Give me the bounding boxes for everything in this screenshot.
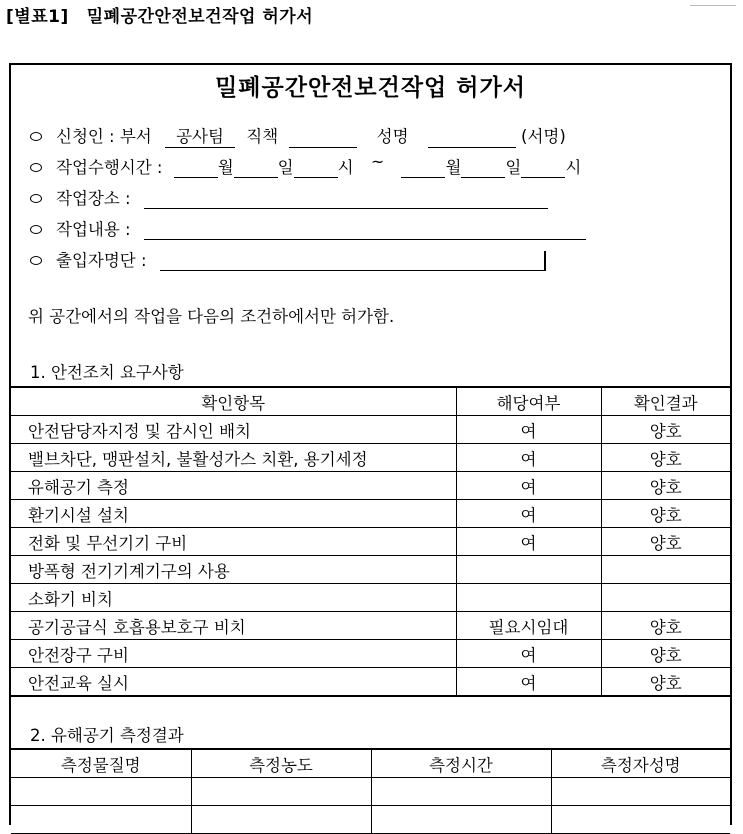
header-substance: 측정물질명 [11,749,191,778]
location-label: 작업장소 : [56,189,131,208]
applicable-cell[interactable]: 여 [456,500,601,528]
table-row [11,778,730,806]
applicant-label: 신청인 : 부서 [56,127,152,146]
location-line [30,185,548,209]
page-corner-mark [690,0,736,6]
result-cell[interactable]: 양호 [601,640,730,668]
content-label: 작업내용 : [56,220,131,239]
start-day-unit: 일 [277,158,294,177]
result-cell[interactable]: 양호 [601,472,730,500]
header-result: 확인결과 [601,387,730,416]
end-hour-unit: 시 [565,158,582,177]
table-row [11,806,730,834]
table-row [11,444,730,472]
result-cell[interactable]: 양호 [601,500,730,528]
start-month-unit: 월 [217,158,234,177]
time-cell[interactable] [371,806,551,834]
substance-cell[interactable] [11,778,191,806]
circle-bullet-icon [30,132,42,141]
result-cell[interactable] [601,556,730,584]
table-row [11,416,730,444]
circle-bullet-icon [30,256,42,265]
caption-label: [별표1] [6,7,69,27]
check-item: 환기시설 설치 [11,500,456,528]
applicable-cell[interactable]: 여 [456,668,601,697]
concentration-cell[interactable] [191,806,371,834]
applicable-cell[interactable]: 여 [456,444,601,472]
measurer-cell[interactable] [551,778,730,806]
section2-title: 2. 유해공기 측정결과 [30,726,184,745]
form-title: 밀폐공간안전보건작업 허가서 [215,75,526,101]
roster-line [30,247,546,271]
name-field[interactable] [428,130,516,148]
applicable-cell[interactable]: 필요시임대 [456,612,601,640]
end-day-field[interactable] [461,160,505,178]
sign-label: (서명) [521,127,566,146]
table-header-row [11,387,730,416]
check-item: 전화 및 무선기기 구비 [11,528,456,556]
result-cell[interactable] [601,584,730,612]
table-row [11,612,730,640]
substance-cell[interactable] [11,806,191,834]
check-item: 안전담당자지정 및 감시인 배치 [11,416,456,444]
permit-statement: 위 공간에서의 작업을 다음의 조건하에서만 허가함. [28,307,395,326]
check-item: 소화기 비치 [11,584,456,612]
work-time-line [30,154,581,178]
applicable-cell[interactable]: 여 [456,528,601,556]
header-concentration: 측정농도 [191,749,371,778]
start-month-field[interactable] [174,160,218,178]
header-measurer: 측정자성명 [551,749,730,778]
header-time: 측정시간 [371,749,551,778]
circle-bullet-icon [30,163,42,172]
check-item: 안전장구 구비 [11,640,456,668]
position-field[interactable] [289,130,357,148]
check-item: 유해공기 측정 [11,472,456,500]
circle-bullet-icon [30,225,42,234]
table-row [11,528,730,556]
result-cell[interactable]: 양호 [601,612,730,640]
check-item: 공기공급식 호흡용보호구 비치 [11,612,456,640]
applicable-cell[interactable]: 여 [456,640,601,668]
time-cell[interactable] [371,778,551,806]
applicable-cell[interactable]: 여 [456,472,601,500]
work-time-label: 작업수행시간 : [56,158,163,177]
header-applicable: 해당여부 [456,387,601,416]
start-day-field[interactable] [234,160,278,178]
table-row [11,556,730,584]
start-hour-field[interactable] [294,160,338,178]
position-label: 직책 [246,127,279,146]
table-row [11,500,730,528]
circle-bullet-icon [30,194,42,203]
table-row [11,584,730,612]
range-tilde: ~ [370,152,385,171]
check-item: 안전교육 실시 [11,668,456,697]
result-cell[interactable]: 양호 [601,444,730,472]
dept-field[interactable]: 공사팀 [165,123,235,148]
table-header-row [11,749,730,778]
applicable-cell[interactable]: 여 [456,416,601,444]
header-check-item: 확인항목 [11,387,456,416]
result-cell[interactable]: 양호 [601,528,730,556]
name-label: 성명 [376,127,409,146]
document-caption [6,2,313,27]
roster-label: 출입자명단 : [56,251,147,270]
result-cell[interactable]: 양호 [601,668,730,697]
end-day-unit: 일 [505,158,522,177]
concentration-cell[interactable] [191,778,371,806]
applicant-line [30,123,566,148]
content-line [30,216,586,240]
end-month-unit: 월 [445,158,462,177]
measurer-cell[interactable] [551,806,730,834]
applicable-cell[interactable] [456,556,601,584]
content-field[interactable] [144,222,586,240]
table-row [11,668,730,697]
table-row [11,640,730,668]
table-row [11,472,730,500]
check-item: 방폭형 전기기계기구의 사용 [11,556,456,584]
check-item: 밸브차단, 맹판설치, 불활성가스 치환, 용기세정 [11,444,456,472]
result-cell[interactable]: 양호 [601,416,730,444]
roster-field[interactable] [160,251,546,271]
end-hour-field[interactable] [521,160,565,178]
start-hour-unit: 시 [337,158,354,177]
permit-form [9,63,732,825]
end-month-field[interactable] [401,160,445,178]
safety-measures-table [11,386,730,697]
applicable-cell[interactable] [456,584,601,612]
air-measurement-table [11,748,730,834]
location-field[interactable] [144,191,548,209]
caption-title: 밀폐공간안전보건작업 허가서 [86,7,314,27]
section1-title: 1. 안전조치 요구사항 [30,363,184,382]
